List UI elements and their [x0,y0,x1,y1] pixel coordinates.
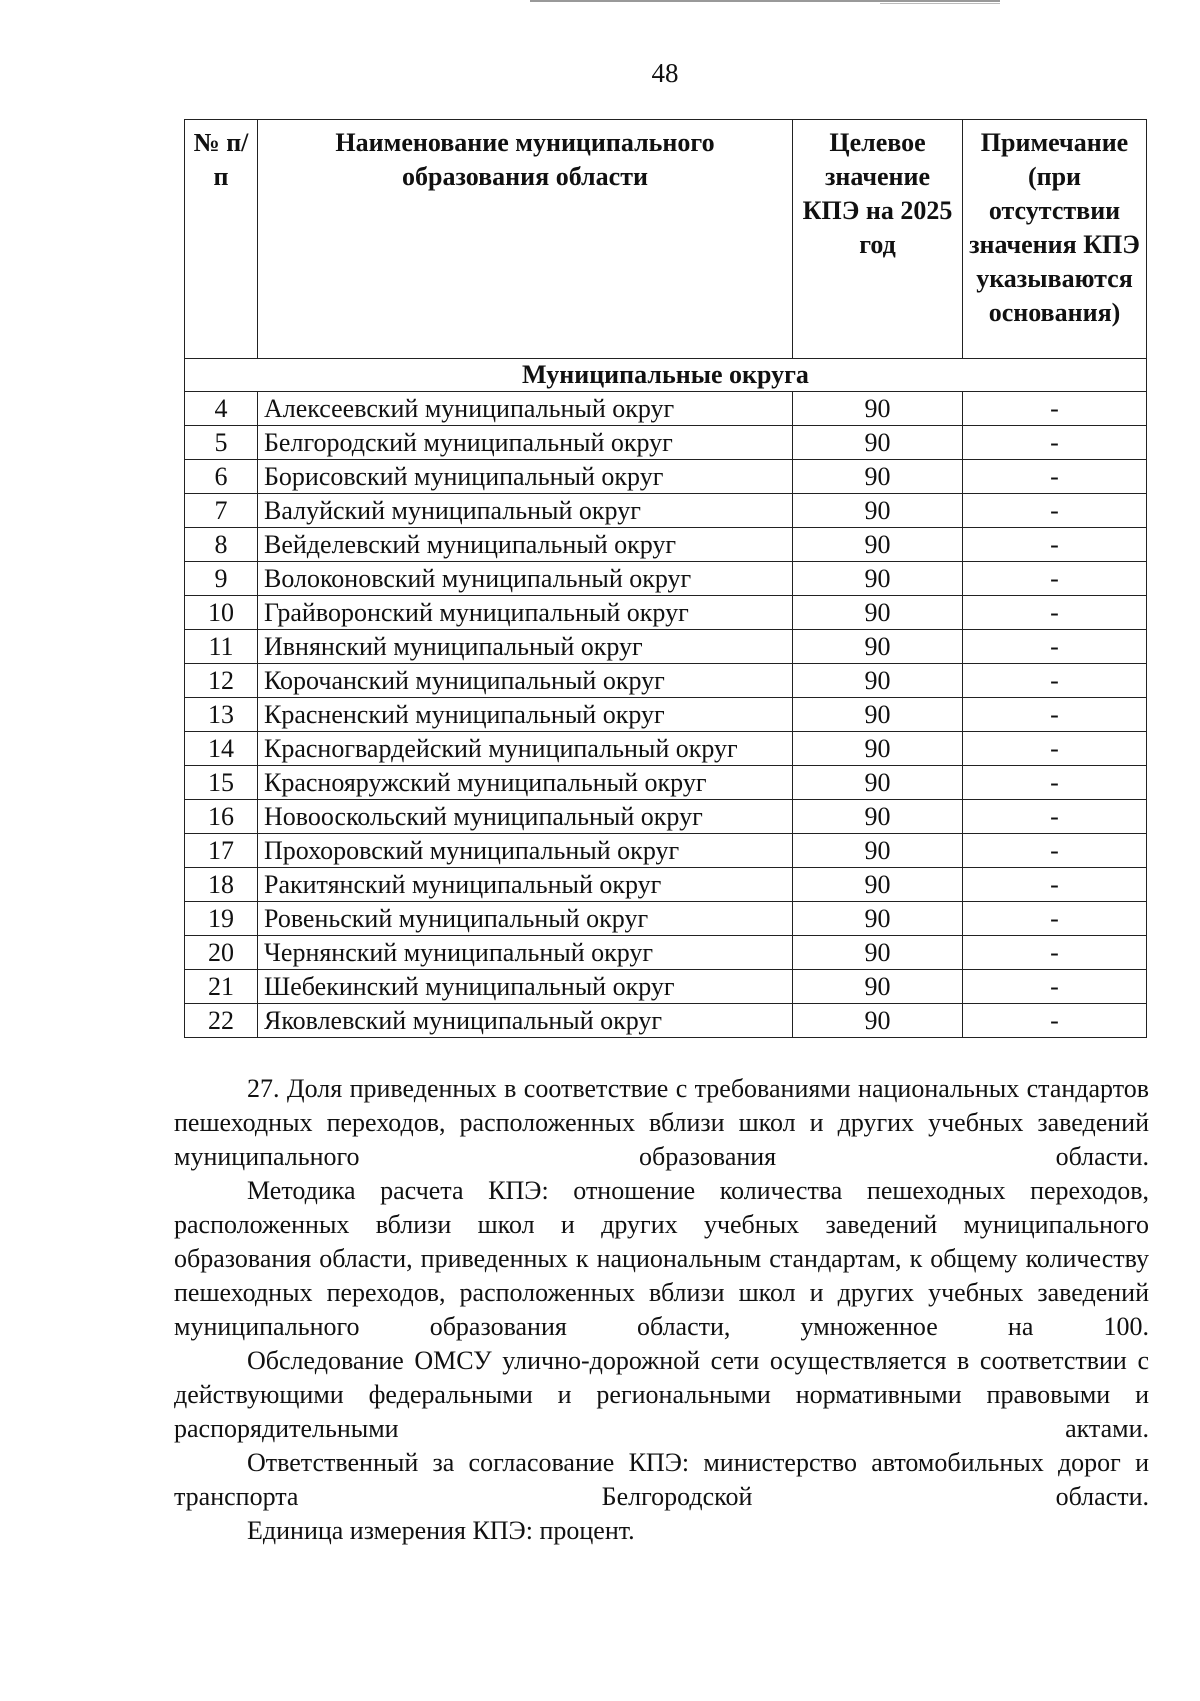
row-value: 90 [793,528,963,562]
row-note: - [963,392,1147,426]
table-row [185,902,1147,936]
row-note: - [963,868,1147,902]
row-number: 11 [185,630,258,664]
header-name: Наименование муниципального образования области [258,120,793,359]
row-name: Борисовский муниципальный округ [258,460,793,494]
row-note: - [963,460,1147,494]
table-row [185,664,1147,698]
table-row [185,834,1147,868]
scan-top-line-secondary [880,3,1000,4]
row-name: Ивнянский муниципальный округ [258,630,793,664]
row-name: Валуйский муниципальный округ [258,494,793,528]
table-row [185,596,1147,630]
page-number: 48 [651,58,679,88]
header-target: Целевое значение КПЭ на 2025 год [793,120,963,359]
row-value: 90 [793,562,963,596]
row-value: 90 [793,902,963,936]
paragraph-unit: Единица измерения КПЭ: процент. [247,1516,635,1545]
row-name: Корочанский муниципальный округ [258,664,793,698]
row-note: - [963,970,1147,1004]
paragraph-responsible: Ответственный за согласование КПЭ: министерство автомобильных дорог и транспорта Белгородской области. [174,1448,1149,1511]
row-note: - [963,902,1147,936]
table-row [185,494,1147,528]
row-number: 13 [185,698,258,732]
table-row [185,1004,1147,1038]
row-value: 90 [793,426,963,460]
row-number: 12 [185,664,258,698]
row-number: 20 [185,936,258,970]
row-note: - [963,630,1147,664]
row-name: Прохоровский муниципальный округ [258,834,793,868]
row-name: Красногвардейский муниципальный округ [258,732,793,766]
table-row [185,528,1147,562]
table-row [185,426,1147,460]
row-name: Краснояружский муниципальный округ [258,766,793,800]
table-row [185,868,1147,902]
row-number: 22 [185,1004,258,1038]
row-note: - [963,698,1147,732]
table-row [185,936,1147,970]
row-note: - [963,766,1147,800]
paragraph-item-27: 27. Доля приведенных в соответствие с требованиями национальных стандартов пешеходных переходов, расположенных вблизи школ и других учебных заведений муниципального образования области. [174,1074,1149,1171]
row-note: - [963,494,1147,528]
row-number: 6 [185,460,258,494]
row-value: 90 [793,698,963,732]
row-note: - [963,562,1147,596]
row-value: 90 [793,732,963,766]
row-number: 18 [185,868,258,902]
row-value: 90 [793,460,963,494]
table-row [185,562,1147,596]
table-row [185,970,1147,1004]
row-value: 90 [793,664,963,698]
row-value: 90 [793,868,963,902]
row-name: Волоконовский муниципальный округ [258,562,793,596]
kpe-table [184,119,1147,1038]
header-number: № п/п [185,120,258,359]
row-name: Красненский муниципальный округ [258,698,793,732]
table-row [185,732,1147,766]
row-value: 90 [793,834,963,868]
row-number: 4 [185,392,258,426]
row-note: - [963,1004,1147,1038]
table-row [185,460,1147,494]
row-value: 90 [793,970,963,1004]
table-row [185,630,1147,664]
row-note: - [963,834,1147,868]
row-number: 9 [185,562,258,596]
row-name: Ровеньский муниципальный округ [258,902,793,936]
row-name: Белгородский муниципальный округ [258,426,793,460]
row-value: 90 [793,494,963,528]
row-number: 8 [185,528,258,562]
row-number: 15 [185,766,258,800]
row-name: Чернянский муниципальный округ [258,936,793,970]
row-value: 90 [793,936,963,970]
body-text [174,1072,1149,1548]
row-note: - [963,732,1147,766]
row-value: 90 [793,766,963,800]
row-value: 90 [793,1004,963,1038]
row-note: - [963,528,1147,562]
row-value: 90 [793,630,963,664]
row-number: 14 [185,732,258,766]
row-note: - [963,936,1147,970]
row-number: 10 [185,596,258,630]
row-name: Грайворонский муниципальный округ [258,596,793,630]
row-name: Вейделевский муниципальный округ [258,528,793,562]
row-number: 16 [185,800,258,834]
section-row [185,359,1147,392]
row-name: Яковлевский муниципальный округ [258,1004,793,1038]
table-row [185,800,1147,834]
row-note: - [963,664,1147,698]
row-name: Алексеевский муниципальный округ [258,392,793,426]
table-header-row [185,120,1147,359]
row-name: Новооскольский муниципальный округ [258,800,793,834]
table-row [185,392,1147,426]
row-value: 90 [793,392,963,426]
row-number: 7 [185,494,258,528]
header-note-text: (при отсутствии значения КПЭ указываются основания) [969,162,1140,327]
row-number: 5 [185,426,258,460]
paragraph-survey: Обследование ОМСУ улично-дорожной сети осуществляется в соответствии с действующими федеральными и региональными нормативными правовыми и распорядительными актами. [174,1346,1149,1443]
header-note-title: Примечание [980,128,1129,157]
paragraph-methodology: Методика расчета КПЭ: отношение количества пешеходных переходов, расположенных вблизи школ и других учебных заведений муниципального образования области, приведенных к национальным стандартам, к общему количеству пешеходных переходов, расположенных вблизи школ и других учебных заведений муниципального образования области, умноженное на 100. [174,1176,1149,1341]
table-row [185,698,1147,732]
row-number: 19 [185,902,258,936]
scan-top-line [530,0,1000,2]
row-note: - [963,596,1147,630]
row-note: - [963,426,1147,460]
row-name: Ракитянский муниципальный округ [258,868,793,902]
table-row [185,766,1147,800]
section-title: Муниципальные округа [185,359,1147,392]
header-note [963,120,1147,359]
row-note: - [963,800,1147,834]
row-number: 17 [185,834,258,868]
row-name: Шебекинский муниципальный округ [258,970,793,1004]
row-value: 90 [793,596,963,630]
row-value: 90 [793,800,963,834]
row-number: 21 [185,970,258,1004]
